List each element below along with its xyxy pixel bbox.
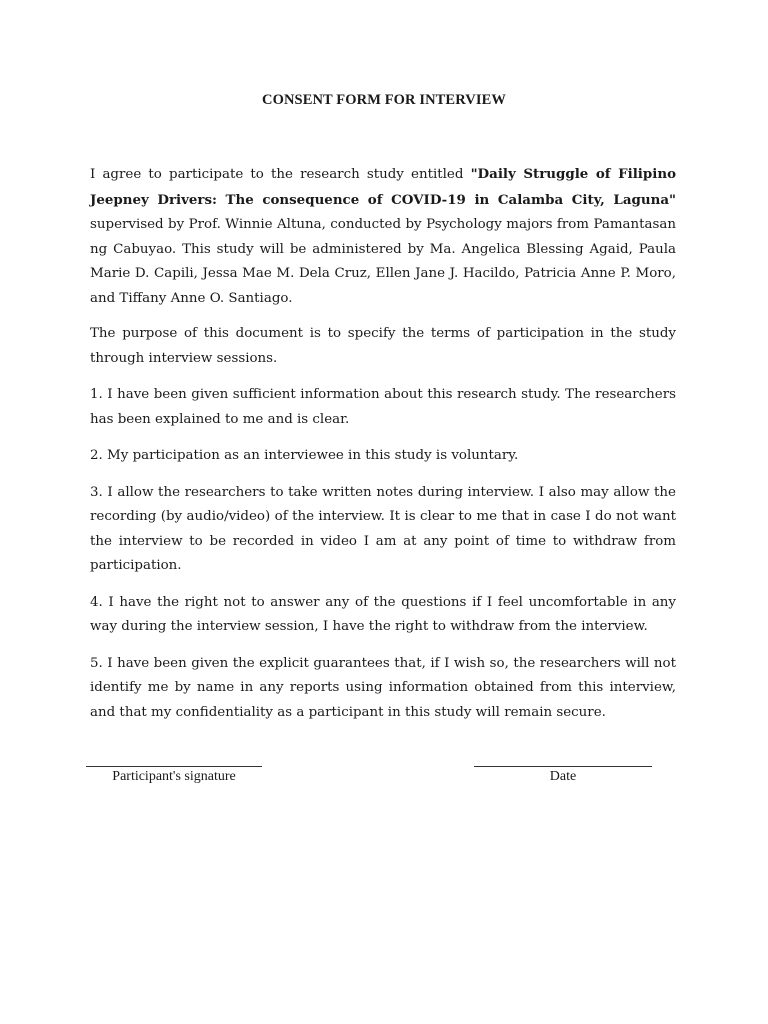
document-body [90,162,676,737]
term-item-4: 4. I have the right not to answer any of the questions if I feel uncomfortable in any way during the interview session, I have the right to withdraw from the interview. [90,594,676,634]
participant-signature-block [86,766,262,785]
term-item-1: 1. I have been given sufficient information about this research study. The researchers has been explained to me and is clear. [90,387,676,427]
date-signature-block [474,766,652,785]
intro-tail: supervised by Prof. Winnie Altuna, conducted by Psychology majors from Pamantasan ng Cabuyao. This study will be administered by Ma. Angelica Blessing Agaid, Paula Marie D. Capili, Jessa Mae M. Dela Cruz, Ellen Jane J. Hacildo, Patricia Anne P. Moro, and Tiffany Anne O. Santiago. [90,217,676,306]
term-item-5: 5. I have been given the explicit guarantees that, if I wish so, the researchers will not identify me by name in any reports using information obtained from this interview, and that my confidentiality as a participant in this study will remain secure. [90,655,676,720]
participant-signature-line [86,766,262,767]
purpose-paragraph: The purpose of this document is to specify the terms of participation in the study through interview sessions. [90,326,676,366]
term-item-2: 2. My participation as an interviewee in this study is voluntary. [90,448,519,463]
date-line [474,766,652,767]
study-title: "Daily Struggle of Filipino Jeepney Drivers: The consequence of COVID-19 in Calamba City, Laguna" [90,166,677,208]
document-title: CONSENT FORM FOR INTERVIEW [262,92,506,108]
term-item-3: 3. I allow the researchers to take written notes during interview. I also may allow the recording (by audio/video) of the interview. It is clear to me that in case I do not want the interview to be recorded in video I am at any point of time to withdraw from participation. [90,484,676,573]
intro-paragraph [90,162,676,311]
date-label: Date [549,769,577,784]
participant-signature-label: Participant's signature [112,769,236,784]
intro-lead: I agree to participate to the research study entitled [90,167,471,182]
